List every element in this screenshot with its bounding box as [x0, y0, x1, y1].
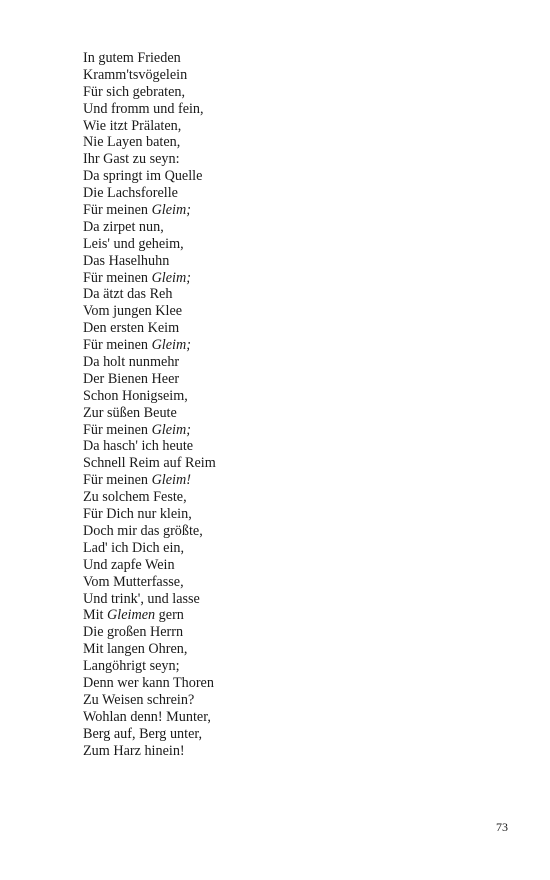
poem-line-italic-text: Gleim;: [151, 269, 191, 286]
poem-line-text: Mit: [83, 607, 108, 624]
poem-line-text: Langöhrigt seyn;: [83, 658, 180, 675]
poem-line-text: Mit langen Ohren,: [83, 641, 188, 658]
poem-text: [83, 50, 216, 759]
poem-line: [83, 270, 216, 287]
poem-line-text: Leis' und geheim,: [83, 235, 184, 252]
poem-line-text: Zu solchem Feste,: [83, 489, 187, 506]
poem-line-text: Für meinen: [83, 337, 152, 354]
poem-line-text: Schon Honigseim,: [83, 387, 188, 404]
poem-line-text: Für meinen: [83, 202, 152, 219]
poem-line: [83, 675, 216, 692]
poem-line-text: Zum Harz hinein!: [83, 742, 185, 759]
poem-line: [83, 692, 216, 709]
poem-line: [83, 726, 216, 743]
page-number: 73: [496, 820, 508, 834]
poem-line-text: Ihr Gast zu seyn:: [83, 151, 180, 168]
poem-line: [83, 422, 216, 439]
poem-line: [83, 743, 216, 760]
poem-line-text: Da zirpet nun,: [83, 218, 164, 235]
poem-line-text: Und trink', und lasse: [83, 590, 200, 607]
poem-line: [83, 337, 216, 354]
poem-line-text: Der Bienen Heer: [83, 370, 180, 387]
poem-line: [83, 219, 216, 236]
poem-line-text: Die Lachsforelle: [83, 185, 178, 202]
poem-line: [83, 354, 216, 371]
poem-line-text: Schnell Reim auf Reim: [83, 455, 216, 472]
poem-line: [83, 388, 216, 405]
poem-line-text: Die großen Herrn: [83, 624, 184, 641]
poem-line: [83, 371, 216, 388]
poem-line-text: Berg auf, Berg unter,: [83, 725, 203, 742]
poem-line: [83, 557, 216, 574]
poem-line-text: Für meinen: [83, 269, 152, 286]
poem-line-text: Für meinen: [83, 472, 152, 489]
poem-line: [83, 591, 216, 608]
poem-line-text: gern: [155, 607, 184, 624]
poem-line: [83, 607, 216, 624]
poem-line: [83, 303, 216, 320]
poem-line: [83, 320, 216, 337]
poem-line: [83, 236, 216, 253]
poem-line-text: Lad' ich Dich ein,: [83, 539, 185, 556]
poem-line-text: Wie itzt Prälaten,: [83, 117, 182, 134]
poem-line: [83, 134, 216, 151]
poem-line: [83, 506, 216, 523]
poem-line: [83, 185, 216, 202]
poem-line-text: Wohlan denn! Munter,: [83, 708, 211, 725]
poem-line: [83, 50, 216, 67]
poem-line-text: Vom Mutterfasse,: [83, 573, 184, 590]
poem-line-text: Da springt im Quelle: [83, 168, 203, 185]
poem-line-text: In gutem Frieden: [83, 50, 181, 66]
poem-line: [83, 455, 216, 472]
poem-line: [83, 101, 216, 118]
poem-line-text: Zu Weisen schrein?: [83, 691, 195, 708]
poem-line: [83, 574, 216, 591]
poem-line: [83, 709, 216, 726]
poem-line: [83, 641, 216, 658]
poem-line-text: Und fromm und fein,: [83, 100, 204, 117]
poem-line-text: Und zapfe Wein: [83, 556, 175, 573]
poem-line: [83, 523, 216, 540]
poem-line-italic-text: Gleim;: [151, 337, 191, 354]
poem-line-italic-text: Gleim;: [151, 421, 191, 438]
poem-line-text: Vom jungen Klee: [83, 303, 183, 320]
poem-line: [83, 472, 216, 489]
poem-line-text: Da hasch' ich heute: [83, 438, 194, 455]
poem-line: [83, 253, 216, 270]
poem-line: [83, 202, 216, 219]
poem-line-text: Kramm'tsvögelein: [83, 66, 188, 83]
poem-line-text: Für meinen: [83, 421, 152, 438]
poem-line: [83, 624, 216, 641]
poem-line-text: Für Dich nur klein,: [83, 506, 192, 523]
poem-line-text: Da ätzt das Reh: [83, 286, 173, 303]
poem-line-italic-text: Gleimen: [107, 607, 156, 624]
poem-line-text: Da holt nunmehr: [83, 354, 180, 371]
poem-line-text: Das Haselhuhn: [83, 252, 170, 269]
poem-line: [83, 168, 216, 185]
poem-line: [83, 658, 216, 675]
poem-line: [83, 118, 216, 135]
poem-line: [83, 489, 216, 506]
poem-line: [83, 151, 216, 168]
poem-line-italic-text: Gleim;: [151, 202, 191, 219]
poem-line-text: Denn wer kann Thoren: [83, 674, 214, 691]
poem-line: [83, 405, 216, 422]
poem-line-text: Zur süßen Beute: [83, 404, 177, 421]
poem-line-text: Doch mir das größte,: [83, 522, 203, 539]
poem-line-text: Den ersten Keim: [83, 320, 180, 337]
poem-line-text: Nie Layen baten,: [83, 134, 181, 151]
poem-line: [83, 84, 216, 101]
poem-line-italic-text: Gleim!: [151, 472, 191, 489]
poem-line-text: Für sich gebraten,: [83, 83, 186, 100]
poem-line: [83, 438, 216, 455]
poem-line: [83, 540, 216, 557]
poem-line: [83, 286, 216, 303]
poem-line: [83, 67, 216, 84]
